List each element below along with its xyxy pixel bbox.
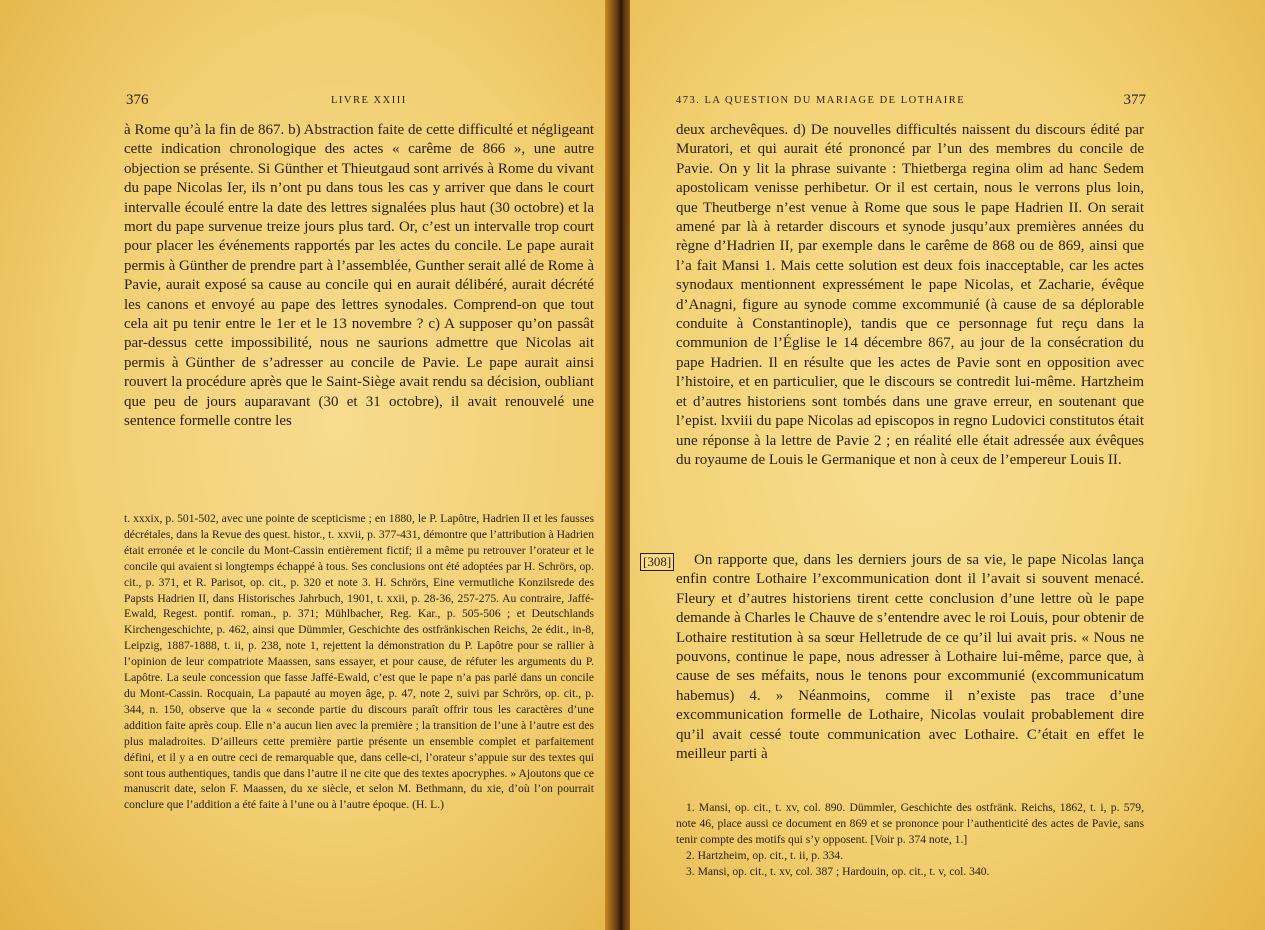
right-footnote-1: 1. Mansi, op. cit., t. xv, col. 890. Dümmler, Geschichte des ostfränk. Reichs, 1862, t. i, p. 579, note 46, place aussi ce document en 869 et se prononce pour l’authenticité des actes de Pavie, sans tenir compte des motifs qui s’y opposent. [Voir p. 374 note, 1.] (676, 801, 1144, 846)
right-footnote-2: 2. Hartzheim, op. cit., t. ii, p. 334. (686, 848, 844, 862)
left-page-number: 376 (126, 92, 149, 108)
right-footnotes (676, 800, 1144, 880)
right-page-number: 377 (1123, 92, 1146, 108)
right-body-paragraph-1: deux archevêques. d) De nouvelles difficultés naissent du discours édité par Muratori, et qui aurait été prononcé par l’un des membres du concile de Pavie. On y lit la phrase suivante : Thietberga regina olim ad hanc Sedem apostolicam venisse perhibetur. Or il est certain, nous le verrons plus loin, que Theutberge n’est venue à Rome que sous le pape Hadrien II. On serait amené par là à retarder discours et synode jusqu’aux premières années du règne d’Hadrien II, par exemple dans le carême de 868 ou de 869, ainsi que l’a fait Mansi 1. Mais cette solution est deux fois inacceptable, car les actes synodaux mentionnent expressément le pape Nicolas, et Zacharie, évêque d’Anagni, figure au synode comme excommunié (à cause de sa déplorable conduite à Constantinople), tandis que ce personnage fut reçu dans la communion de l’Église le 14 décembre 867, au jour de la consécration du pape Hadrien. Il en résulte que les actes de Pavie sont en opposition avec l’histoire, et en particulier, que le discours se contredit lui-même. Hartzheim et d’autres historiens sont tombés dans une grave erreur, en soutenant que l’epist. lxviii du pape Nicolas ad episcopos in regno Ludovici constitutos était une réponse à la lettre de Pavie 2 ; en réalité elle était adressée aux évêques du royaume de Louis le Germanique et non à ceux de l’empereur Louis II. (676, 122, 1144, 468)
right-body-paragraph-2: On rapporte que, dans les derniers jours de sa vie, le pape Nicolas lança enfin contre Lothaire l’excommunication dont il l’avait si souvent menacé. Fleury et d’autres historiens tirent cette conclusion d’une lettre où le pape demande à Charles le Chauve de s’entendre avec le roi Louis, pour obtenir de Lothaire restitution à sa sœur Helletrude de ce qu’il lui avait pris. « Nous ne pouvons, continue le pape, nous adresser à Lothaire lui-même, parce que, à cause de ses méfaits, nous le tenons pour excommunié (excommunicatum habemus) 4. » Néanmoins, comme il n’existe pas trace d’une excommunication formelle de Lothaire, Nicolas voulait probablement dire qu’il avait cessé toute communication avec Lothaire. C’était en effet le meilleur parti à (676, 552, 1144, 763)
left-running-head: LIVRE XXIII (331, 95, 407, 106)
right-running-head: 473. LA QUESTION DU MARIAGE DE LOTHAIRE (676, 95, 966, 106)
right-page (630, 0, 1265, 930)
page-margin-marker: [308] (640, 553, 674, 571)
right-footnote-3: 3. Mansi, op. cit., t. xv, col. 387 ; Hardouin, op. cit., t. v, col. 340. (686, 864, 990, 878)
left-page (0, 0, 612, 930)
left-body-text: à Rome qu’à la fin de 867. b) Abstraction faite de cette difficulté et négligeant cette indication chronologique des actes « carême de 866 », une autre objection se présente. Si Günther et Thieutgaud sont arrivés à Rome du vivant du pape Nicolas Ier, ils n’ont pu dans tous les cas y arriver que dans le court intervalle écoulé entre la date des lettres signalées plus haut (30 octobre) et la mort du pape survenue treize jours plus tard. Or, c’est un intervalle trop court pour placer les événements rapportés par les actes du concile. Le pape aurait permis à Günther de prendre part à l’assemblée, Gunther serait allé de Rome à Pavie, aurait exposé sa cause au concile qui en aurait délibéré, aurait décrété les canons et envoyé au pape des lettres synodales. Comprend-on que tout cela ait pu tenir entre le 1er et le 13 novembre ? c) A supposer qu’on passât par-dessus cette impossibilité, nous ne saurions admettre que Nicolas ait permis à Günther de s’adresser au concile de Pavie. Le pape aurait ainsi rouvert la procédure après que le Saint-Siège avait rendu sa décision, oubliant que peu de jours auparavant (30 et 31 octobre), il avait renouvelé une sentence formelle contre les (124, 122, 594, 430)
left-footnote: t. xxxix, p. 501-502, avec une pointe de scepticisme ; en 1880, le P. Lapôtre, Hadrien II et les fausses décrétales, dans la Revue des quest. histor., t. xxvii, p. 377-431, démontre que l’attribution à Hadrien était erronée et le concile du Mont-Cassin entièrement fictif; il a même pu retrouver l’orateur et le concile qui avaient si longtemps échappé à tous. Ses conclusions ont été adoptées par H. Schrörs, op. cit., p. 371, et R. Parisot, op. cit., p. 320 et note 3. H. Schrörs, Eine vermutliche Konzilsrede des Papsts Hadrien II, dans Historisches Jahrbuch, 1901, t. xxii, p. 28-36, 257-275. Au contraire, Jaffé-Ewald, Regest. pontif. roman., p. 371; Mühlbacher, Reg. Kar., p. 505-506 ; et Deutschlands Kirchengeschichte, p. 462, ainsi que Dümmler, Geschichte des ostfränkischen Reichs, 2e édit., in-8, Leipzig, 1887-1888, t. ii, p. 238, note 1, rejettent la démonstration du P. Lapôtre pour se rallier à l’opinion de leur compatriote Maassen, sans essayer, et pour cause, de réfuter les arguments du P. Lapôtre. La seule concession que fasse Jaffé-Ewald, c’est que le pape n’a pas parlé dans un concile du Mont-Cassin. Rocquain, La papauté au moyen âge, p. 47, note 2, suivi par Schrörs, op. cit., p. 344, n. 150, observe que la « seconde partie du discours paraît offrir tous les caractères d’une addition faite après coup. Elle n’a aucun lien avec la première ; la transition de l’une à l’autre est des plus maladroites. D’ailleurs cette première partie présente un ensemble complet et parfaitement défini, et il y a en outre ceci de remarquable que, dans celle-ci, l’orateur s’appuie sur des textes qui sont tous authentiques, tandis que dans l’autre il ne cite que des textes apocryphes. » Ajoutons que ce manuscrit date, selon F. Maassen, du xe siècle, et selon M. Bethmann, du xie, d’où l’on pourrait conclure que l’addition a été faite à l’une ou à l’autre époque. (H. L.) (124, 512, 594, 812)
